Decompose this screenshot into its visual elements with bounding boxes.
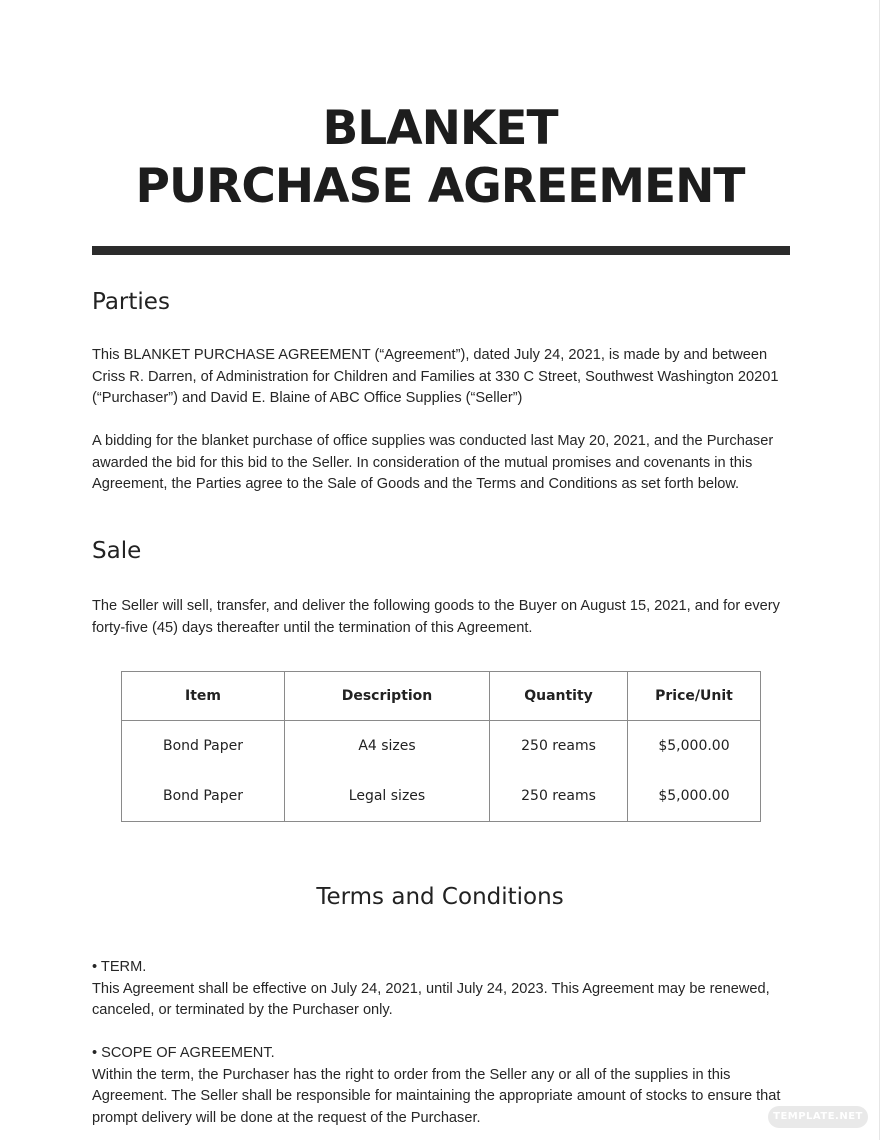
term-label: • TERM.	[92, 959, 147, 975]
text-line: Agreement. The Seller shall be responsible for maintaining the appropriate amount of stocks to ensure that	[92, 1088, 781, 1104]
sale-paragraph	[92, 596, 802, 639]
text-line: awarded the bid for this bid to the Seller. In consideration of the mutual promises and covenants in this	[92, 454, 753, 471]
cell-price: $5,000.00	[628, 721, 761, 772]
text-line: A bidding for the blanket purchase of office supplies was conducted last May 20, 2021, and the Purchaser	[92, 433, 774, 449]
term-section	[92, 957, 802, 1022]
goods-table	[121, 671, 761, 822]
text-line: This BLANKET PURCHASE AGREEMENT (“Agreement”), dated July 24, 2021, is made by and between	[92, 347, 768, 363]
sale-heading: Sale	[92, 538, 142, 564]
column-header-description: Description	[285, 672, 490, 721]
cell-price: $5,000.00	[628, 771, 761, 822]
document-title	[0, 100, 880, 216]
column-header-quantity: Quantity	[490, 672, 628, 721]
scope-section	[92, 1043, 802, 1129]
column-header-price-unit: Price/Unit	[628, 672, 761, 721]
cell-quantity: 250 reams	[490, 771, 628, 822]
table-row	[122, 771, 761, 822]
cell-item: Bond Paper	[122, 771, 285, 822]
table-row	[122, 721, 761, 772]
text-line: Criss R. Darren, of Administration for Children and Families at 330 C Street, Southwest Washington 20201	[92, 368, 779, 385]
template-watermark: TEMPLATE.NET	[768, 1106, 868, 1128]
column-header-item: Item	[122, 672, 285, 721]
parties-paragraph-1	[92, 345, 802, 410]
scope-label: • SCOPE OF AGREEMENT.	[92, 1045, 275, 1061]
text-line: (“Purchaser”) and David E. Blaine of ABC Office Supplies (“Seller”)	[92, 390, 523, 406]
text-line: The Seller will sell, transfer, and deliver the following goods to the Buyer on August 15, 2021, and for every	[92, 598, 780, 614]
text-line: forty-five (45) days thereafter until the termination of this Agreement.	[92, 619, 533, 636]
text-line: canceled, or terminated by the Purchaser only.	[92, 1002, 393, 1018]
parties-heading: Parties	[92, 289, 170, 315]
cell-description: Legal sizes	[285, 771, 490, 822]
terms-heading: Terms and Conditions	[316, 884, 564, 910]
title-divider	[92, 246, 790, 255]
table-header-row	[122, 672, 761, 721]
parties-paragraph-2	[92, 431, 802, 496]
title-line-2: PURCHASE AGREEMENT	[135, 159, 745, 214]
title-line-1: BLANKET	[322, 101, 558, 156]
text-line: prompt delivery will be done at the request of the Purchaser.	[92, 1109, 481, 1126]
text-line: This Agreement shall be effective on July 24, 2021, until July 24, 2023. This Agreement may be renewed,	[92, 980, 770, 997]
cell-quantity: 250 reams	[490, 721, 628, 772]
cell-description: A4 sizes	[285, 721, 490, 772]
cell-item: Bond Paper	[122, 721, 285, 772]
text-line: Agreement, the Parties agree to the Sale of Goods and the Terms and Conditions as set forth below.	[92, 476, 740, 492]
text-line: Within the term, the Purchaser has the right to order from the Seller any or all of the supplies in this	[92, 1066, 731, 1083]
